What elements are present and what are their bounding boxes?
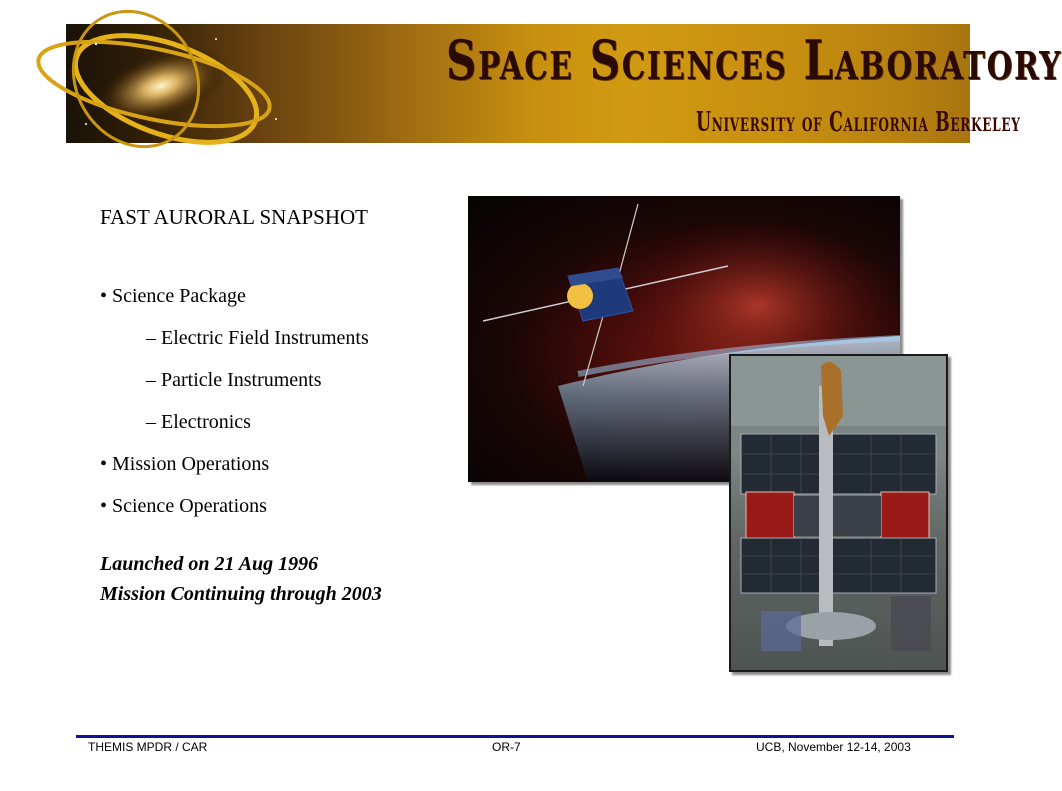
university-subtitle: University of California Berkeley: [696, 107, 1021, 138]
footer-date: UCB, November 12-14, 2003: [756, 740, 911, 754]
footer-divider: [76, 735, 954, 738]
bullet-science-operations: • Science Operations: [100, 495, 267, 517]
sub-bullet-particle: – Particle Instruments: [146, 369, 322, 391]
launch-date: Launched on 21 Aug 1996: [100, 553, 319, 575]
sub-bullet-electric-field: – Electric Field Instruments: [146, 327, 369, 349]
bullet-science-package: • Science Package: [100, 285, 246, 307]
slide-heading: FAST AURORAL SNAPSHOT: [100, 205, 369, 229]
footer-project: THEMIS MPDR / CAR: [88, 740, 208, 754]
spacecraft-hardware-image: [729, 354, 948, 672]
header-banner: [66, 24, 1062, 143]
sub-bullet-electronics: – Electronics: [146, 411, 251, 433]
footer-page-number: OR-7: [492, 740, 521, 754]
lab-title: Space Sciences Laboratory: [446, 28, 1062, 92]
mission-continuing: Mission Continuing through 2003: [100, 583, 382, 605]
bullet-mission-operations: • Mission Operations: [100, 453, 270, 475]
